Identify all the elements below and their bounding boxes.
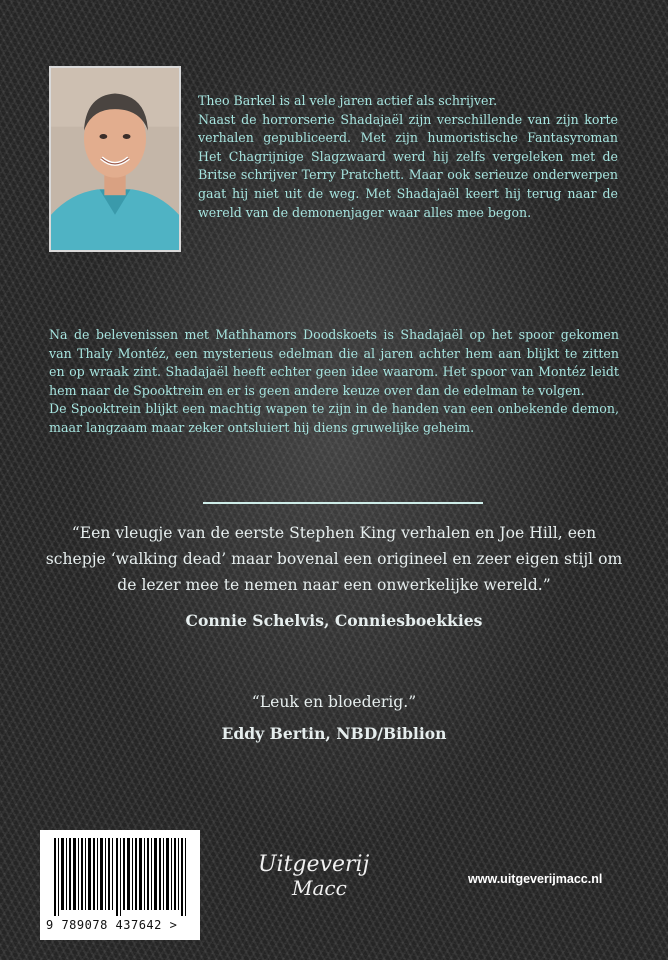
review-quote: “Leuk en bloederig.”: [251, 693, 417, 711]
author-photo: [49, 66, 181, 252]
author-portrait-icon: [51, 68, 179, 250]
barcode-icon: [54, 838, 190, 916]
barcode: [40, 830, 200, 940]
publisher-name: Uitgeverij: [258, 852, 370, 877]
blurb-paragraph: Na de belevenissen met Mathhamors Doodskoets is Shadajaël op het spoor gekomen van Thaly Montéz, een mysterieus edelman die al jaren achter hem aan blijkt te zitten en op wraak zint. Shadajaël heeft echter geen idee waarom. Het spoor van Montéz leidt hem naar de Spooktrein en er is geen andere keuze over dan de edelman te volgen.: [49, 327, 619, 398]
publisher-name-sub: Macc: [292, 876, 347, 900]
author-bio: [198, 92, 618, 222]
bio-line: Naast de horrorserie Shadajaël zijn verschillende van zijn korte verhalen gepubliceerd. Met zijn humoristische Fantasyroman Het Chagrijnige Slagzwaard werd hij zelfs vergeleken met de Britse schrijver Terry Pratchett. Maar ook serieuze onderwerpen gaat hij niet uit de weg. Met Shadajaël keert hij terug naar de wereld van de demonenjager waar alles mee begon.: [198, 111, 618, 220]
blurb-paragraph: De Spooktrein blijkt een machtig wapen te zijn in de handen van een onbekende demon, maar langzaam maar zeker ontsluiert hij diens gruwelijke geheim.: [49, 401, 619, 435]
publisher-logo: [258, 852, 398, 912]
review-quote: “Een vleugje van de eerste Stephen King verhalen en Joe Hill, een schepje ‘walking dead’ maar bovenal een origineel en zeer eigen stijl om de lezer mee te nemen naar een onwerkelijke wereld.”: [45, 524, 623, 594]
bio-line: Theo Barkel is al vele jaren actief als schrijver.: [198, 93, 498, 108]
review-source: Connie Schelvis, Conniesboekkies: [185, 611, 483, 630]
divider: [203, 502, 483, 504]
isbn-number: 9 789078 437642 >: [46, 918, 178, 932]
review-source: Eddy Bertin, NBD/Biblion: [221, 724, 447, 743]
publisher-website: www.uitgeverijmacc.nl: [468, 872, 603, 886]
book-blurb: [49, 326, 619, 438]
